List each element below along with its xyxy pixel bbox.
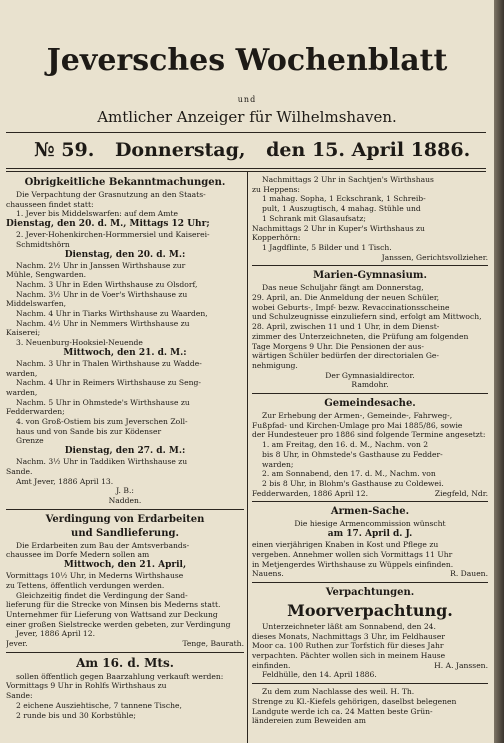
- notice-place: Jever.: [6, 639, 28, 649]
- text-line: verpachten. Pächter wollen sich in meinem Hause: [252, 651, 446, 661]
- masthead-und: und: [237, 95, 257, 104]
- notice-date: Dienstag, den 20. d. M., Mittags 12 Uhr;: [6, 219, 210, 230]
- notice-signature-row: [252, 661, 488, 671]
- notice-heading: Verpachtungen.: [325, 586, 415, 598]
- text-line: Nachm. 5 Uhr in Ohmstede's Wirthshause zu: [16, 397, 190, 407]
- issue-date: den 15. April 1886.: [266, 139, 471, 161]
- notice-heading: Verdingung von Erdarbeiten: [45, 513, 205, 525]
- section-separator: [6, 509, 244, 510]
- notice-signature-row: [252, 489, 488, 499]
- text-line: Moor ca. 100 Ruthen zur Torfstich für dieses Jahr: [252, 641, 444, 651]
- notice-date: am 17. April d. J.: [327, 529, 413, 540]
- notice-date: Mittwoch, den 21. d. M.:: [63, 347, 187, 358]
- notice-initials: J. B.:: [116, 486, 134, 496]
- text-line: 3. Neuenburg-Hooksiel-Neuende: [16, 338, 143, 348]
- column-divider: [247, 172, 248, 743]
- text-line: Nachm. 3 Uhr in Thalen Wirthshause zu Wadde-: [16, 358, 202, 368]
- notice-gymnasium: [252, 269, 488, 390]
- text-line: 2 runde bis und 30 Korbstühle;: [16, 710, 136, 720]
- section-separator: [252, 683, 488, 684]
- issue-number: № 59.: [34, 139, 95, 161]
- text-line: warden,: [6, 387, 38, 397]
- text-line: Vormittags 9 Uhr in Rohlfs Wirthshaus zu: [6, 681, 167, 691]
- text-line: lieferung für die Strecke von Minsen bis Mederns statt.: [6, 600, 221, 610]
- masthead-rule-bottom: [6, 168, 486, 169]
- section-separator: [252, 582, 488, 583]
- notice-place: Nauens.: [252, 569, 284, 579]
- notice-auction: [6, 656, 244, 721]
- text-line: 28. April, zwischen 11 und 1 Uhr, in dem Dienst-: [252, 322, 440, 332]
- text-line: Kaiserei;: [6, 328, 41, 338]
- text-line: sollen öffentlich gegen Baarzahlung verkauft werden:: [16, 671, 224, 681]
- text-line: einer großen Sielstrecke werden gebeten, zur Verdingung: [6, 619, 231, 629]
- text-line: Schmidtshörn: [16, 239, 70, 249]
- text-line: Nachm. 4 Uhr in Reimers Wirthshause zu Seng-: [16, 378, 201, 388]
- notice-authorities: [6, 176, 244, 506]
- text-line: Vormittags 10½ Uhr, in Mederns Wirthshause: [6, 571, 184, 581]
- text-line: Das neue Schuljahr fängt am Donnerstag,: [262, 283, 424, 293]
- notice-municipal: [252, 397, 488, 498]
- text-line: 29. April, an. Die Anmeldung der neuen Schüler,: [252, 293, 440, 303]
- text-line: Tage Morgens 9 Uhr. Die Pensionen der aus-: [252, 341, 424, 351]
- text-line: zu Heppens:: [252, 184, 300, 194]
- page-edge: [494, 0, 504, 743]
- notice-heading: Moorverpachtung.: [287, 600, 453, 620]
- section-separator: [252, 501, 488, 502]
- notice-place: Fedderwarden, 1886 April 12.: [252, 488, 368, 498]
- text-line: 4. von Groß-Ostiem bis zum Jeverschen Zoll-: [16, 417, 188, 427]
- text-line: Strenge zu Kl.-Kiefels gehörigen, daselbst belegenen: [252, 696, 457, 706]
- notice-heading: Am 16. d. Mts.: [76, 655, 174, 670]
- section-separator: [252, 265, 488, 266]
- text-line: in Metjengerdes Wirthshause zu Wüppels einfinden.: [252, 559, 454, 569]
- text-line: warden,: [6, 368, 38, 378]
- notice-place: Feldhülle, den 14. April 1886.: [262, 670, 377, 680]
- notice-poor-relief: [252, 505, 488, 579]
- text-line: Nachmittags 2 Uhr in Kuper's Wirthshaus zu: [252, 223, 425, 233]
- section-separator: [252, 393, 488, 394]
- notice-heading: Obrigkeitliche Bekanntmachungen.: [24, 177, 226, 188]
- right-column: [252, 175, 488, 743]
- masthead-rule-top: [6, 132, 486, 133]
- notice-signature: H. A. Janssen.: [434, 660, 488, 670]
- notice-heading: Marien-Gymnasium.: [313, 270, 427, 282]
- left-column: [6, 175, 244, 743]
- text-line: Nachm. 2½ Uhr in Janssen Wirthshause zur: [16, 260, 186, 270]
- text-line: Zur Erhebung der Armen-, Gemeinde-, Fahrweg-,: [262, 411, 453, 421]
- text-line: Jever, 1886 April 12.: [16, 629, 96, 639]
- text-line: Fußpfad- und Kirchen-Umlage pro Mai 1885/86, sowie: [252, 420, 463, 430]
- notice-heading: und Sandlieferung.: [71, 527, 179, 539]
- notice-heading: Gemeindesache.: [324, 398, 416, 410]
- notice-leases: [252, 586, 488, 726]
- text-line: 2. am Sonnabend, den 17. d. M., Nachm. von: [262, 469, 436, 479]
- notice-date: Dienstag, den 27. d. M.:: [64, 446, 186, 457]
- text-line: Die hiesige Armencommission wünscht: [294, 519, 446, 529]
- text-line: Fedderwarden;: [6, 407, 65, 417]
- text-line: zimmer des Unterzeichneten, die Prüfung am folgenden: [252, 331, 469, 341]
- text-line: Sande.: [6, 466, 33, 476]
- text-line: und Schulzeugnisse einzuliefern sind, erfolgt am Mittwoch,: [252, 312, 482, 322]
- text-line: Nachm. 4½ Uhr in Nemmers Wirthshause zu: [16, 318, 190, 328]
- text-line: Nachmittags 2 Uhr in Sachtjen's Wirthshaus: [262, 175, 434, 184]
- text-line: ländereien zum Beweiden am: [252, 716, 366, 726]
- text-line: Unterzeichneter läßt am Sonnabend, den 24.: [262, 621, 436, 631]
- notice-signature: Ramdohr.: [351, 380, 389, 390]
- text-line: Zu dem zum Nachlasse des weil. H. Th.: [262, 687, 415, 697]
- masthead-subtitle: Amtlicher Anzeiger für Wilhelmshaven.: [97, 108, 397, 126]
- text-line: Landgute werde ich ca. 24 Matten beste Grün-: [252, 706, 433, 716]
- text-line: warden;: [262, 459, 294, 469]
- notice-signature-row: [6, 639, 244, 649]
- text-line: vergeben. Annehmer wollen sich Vormittags 11 Uhr: [252, 549, 453, 559]
- text-line: bis 8 Uhr, in Ohmstede's Gasthause zu Fedder-: [262, 449, 443, 459]
- text-line: einfinden.: [252, 660, 291, 670]
- notice-signature: Ziegfeld, Ndr.: [434, 488, 488, 498]
- text-line: Die Erdarbeiten zum Bau der Amtsverbands-: [16, 540, 190, 550]
- masthead-title: Jeversches Wochenblatt: [46, 43, 448, 78]
- text-line: Nachm. 4 Uhr in Tiarks Wirthshause zu Waarden,: [16, 309, 208, 319]
- notice-signature: Der Gymnasialdirector.: [325, 370, 415, 380]
- text-line: einen vierjährigen Knaben in Kost und Pflege zu: [252, 540, 439, 550]
- text-line: zu Tettens, öffentlich verdungen werden.: [6, 580, 165, 590]
- text-line: 2 bis 8 Uhr, in Blohm's Gasthause zu Coldewei.: [262, 478, 444, 488]
- text-line: Nachm. 3 Uhr in Eden Wirthshause zu Olsdorf,: [16, 279, 198, 289]
- notice-signature: Nadden.: [108, 495, 142, 505]
- text-line: chausseen findet statt:: [6, 199, 94, 209]
- text-line: wärtigen Schüler bedürfen der directorialen Ge-: [252, 351, 439, 361]
- notice-auction-continued: [252, 175, 488, 262]
- text-line: Middelswarfen,: [6, 299, 67, 309]
- text-line: 1 Jagdflinte, 5 Bilder und 1 Tisch.: [262, 242, 392, 252]
- notice-date: Dienstag, den 20. d. M.:: [64, 249, 186, 260]
- text-line: 1. Jever bis Middelswarfen: auf dem Amte: [16, 209, 179, 219]
- text-line: Gleichzeitig findet die Verdingung der Sand-: [16, 590, 188, 600]
- text-line: Mühle, Sengwarden.: [6, 270, 87, 280]
- notice-signature-row: [252, 569, 488, 579]
- text-line: wobei Geburts-, Impf- bezw. Revaccinationsscheine: [252, 302, 450, 312]
- text-line: 2. Jever-Hohenkirchen-Hormmersiel und Kaiserei-: [16, 230, 210, 240]
- notice-date: Mittwoch, den 21. April,: [63, 560, 187, 571]
- text-line: 2 eichene Ausziehtische, 7 tannene Tische,: [16, 700, 182, 710]
- text-line: Die Verpachtung der Grasnutzung an den Staats-: [16, 190, 206, 199]
- text-line: chaussee im Dorfe Medern sollen am: [6, 550, 150, 560]
- text-line: 1 mahag. Sopha, 1 Eckschrank, 1 Schreib-: [262, 194, 426, 204]
- text-line: Kopperhörn:: [252, 233, 301, 243]
- text-line: dieses Monats, Nachmittags 3 Uhr, im Feldhauser: [252, 631, 445, 641]
- text-line: Nachm. 3½ Uhr in de Voer's Wirthshause zu: [16, 289, 188, 299]
- weekday: Donnerstag,: [114, 139, 246, 161]
- text-line: 1 Schrank mit Glasaufsatz;: [262, 213, 366, 223]
- text-line: Sande:: [6, 691, 33, 701]
- notice-place: Amt Jever, 1886 April 13.: [16, 476, 114, 486]
- notice-heading: Armen-Sache.: [330, 506, 410, 518]
- notice-signature: Tenge, Baurath.: [182, 639, 244, 649]
- text-line: Nachm. 3½ Uhr in Taddiken Wirthshause zu: [16, 457, 188, 467]
- text-line: nehmigung.: [252, 360, 298, 370]
- notice-signature: R. Dauen.: [450, 569, 488, 579]
- masthead-rule-bottom-2: [6, 171, 486, 172]
- text-line: Unternehmer für Lieferung von Wattsand zur Deckung: [6, 609, 218, 619]
- text-line: haus und von Sande bis zur Ködenser: [16, 426, 162, 436]
- notice-signature: Janssen, Gerichtsvollzieher.: [381, 252, 488, 262]
- notice-earthworks: [6, 513, 244, 649]
- dateline: [34, 138, 474, 162]
- text-line: Grenze: [16, 436, 44, 446]
- text-line: pult, 1 Auszugtisch, 4 mahag. Stühle und: [262, 204, 421, 214]
- text-line: der Hundesteuer pro 1886 sind folgende Termine angesetzt:: [252, 430, 486, 440]
- section-separator: [6, 652, 244, 653]
- text-line: 1. am Freitag, den 16. d. M., Nachm. von 2: [262, 440, 429, 450]
